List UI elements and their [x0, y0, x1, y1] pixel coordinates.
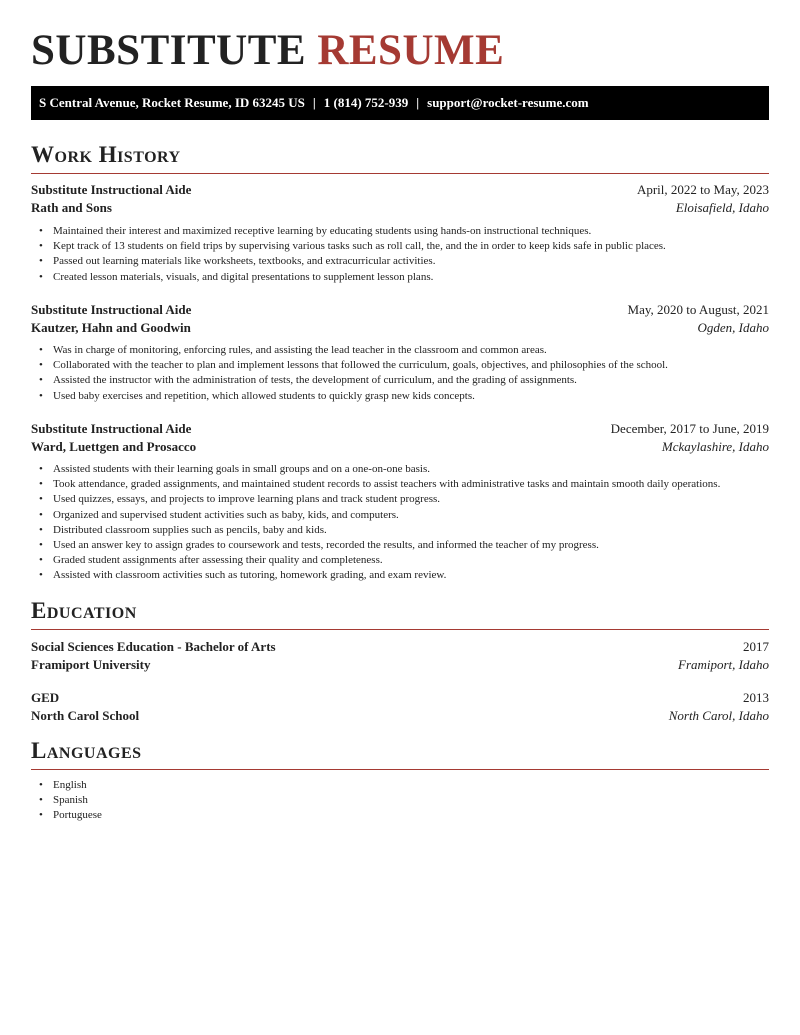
- list-item: • Assisted students with their learning goals in small groups and on a one-on-one basis.: [53, 462, 769, 477]
- work-history-title: Work History: [31, 142, 181, 167]
- list-item: • Created lesson materials, visuals, and digital presentations to supplement lesson plans.: [53, 270, 769, 285]
- list-item: • Maintained their interest and maximized receptive learning by educating students using hands-on instructional techniques.: [53, 224, 769, 239]
- job-location: Ogden, Idaho: [697, 320, 769, 335]
- list-item: • Distributed classroom supplies such as pencils, baby and kids.: [53, 523, 769, 538]
- job-role: Substitute Instructional Aide: [31, 182, 192, 197]
- work-history-header: [31, 143, 769, 174]
- list-item: • Passed out learning materials like worksheets, textbooks, and extracurricular activities.: [53, 254, 769, 269]
- job-2-role-row: [31, 301, 769, 319]
- language-item: • Portuguese: [53, 808, 769, 823]
- job-company: Kautzer, Hahn and Goodwin: [31, 320, 191, 335]
- job-1-role-row: [31, 181, 769, 199]
- job-3-role-row: [31, 420, 769, 438]
- job-3-bullets: [53, 462, 769, 584]
- list-item: • Assisted the instructor with the administration of tests, the development of curriculum, and the grading of assignments.: [53, 373, 769, 388]
- job-dates: December, 2017 to June, 2019: [610, 421, 769, 436]
- list-item: • Was in charge of monitoring, enforcing rules, and assisting the lead teacher in the classroom and common areas.: [53, 343, 769, 358]
- job-location: Mckaylashire, Idaho: [661, 439, 769, 454]
- job-1-bullets: [53, 224, 769, 285]
- job-2-bullets: [53, 343, 769, 404]
- education-year: 2017: [743, 639, 769, 654]
- job-role: Substitute Instructional Aide: [31, 302, 192, 317]
- education-1-degree-row: [31, 638, 769, 656]
- list-item: • Organized and supervised student activities such as baby, kids, and computers.: [53, 508, 769, 523]
- language-item: • Spanish: [53, 793, 769, 808]
- languages-title: Languages: [31, 738, 142, 763]
- contact-separator: |: [416, 95, 420, 110]
- resume-name: [31, 26, 504, 75]
- job-dates: April, 2022 to May, 2023: [636, 182, 769, 197]
- contact-bar: [31, 86, 769, 120]
- education-2-degree-row: [31, 689, 769, 707]
- education-1-school-row: [31, 656, 769, 674]
- job-location: Eloisafield, Idaho: [675, 200, 769, 215]
- list-item: • Used quizzes, essays, and projects to improve learning plans and track student progress.: [53, 492, 769, 507]
- education-2-school-row: [31, 707, 769, 725]
- education-location: Framiport, Idaho: [678, 657, 769, 672]
- education-degree: Social Sciences Education - Bachelor of Arts: [31, 639, 276, 654]
- education-header: [31, 599, 769, 630]
- name-first: SUBSTITUTE: [31, 27, 307, 74]
- list-item: • Used baby exercises and repetition, which allowed students to quickly grasp new kids concepts.: [53, 389, 769, 404]
- contact-email[interactable]: support@rocket-resume.com: [427, 95, 589, 110]
- language-item: • English: [53, 778, 769, 793]
- list-item: • Assisted with classroom activities such as tutoring, homework grading, and exam review.: [53, 568, 769, 583]
- job-3-company-row: [31, 438, 769, 456]
- job-dates: May, 2020 to August, 2021: [627, 302, 769, 317]
- job-2-company-row: [31, 319, 769, 337]
- contact-address: S Central Avenue, Rocket Resume, ID 63245 US: [39, 95, 305, 110]
- education-degree: GED: [31, 690, 60, 705]
- list-item: • Kept track of 13 students on field trips by supervising various tasks such as roll call, the, and the in order to keep kids safe in public places.: [53, 239, 769, 254]
- job-company: Ward, Luettgen and Prosacco: [31, 439, 197, 454]
- languages-header: [31, 739, 769, 770]
- languages-list: [53, 778, 769, 824]
- list-item: • Used an answer key to assign grades to coursework and tests, recorded the results, and informed the teacher of my progress.: [53, 538, 769, 553]
- education-school: Framiport University: [31, 657, 151, 672]
- list-item: • Collaborated with the teacher to plan and implement lessons that followed the curriculum, goals, objectives, and philosophies of the school.: [53, 358, 769, 373]
- contact-phone[interactable]: 1 (814) 752-939: [323, 95, 409, 110]
- education-title: Education: [31, 598, 137, 623]
- list-item: • Graded student assignments after assessing their quality and completeness.: [53, 553, 769, 568]
- contact-separator: |: [312, 95, 316, 110]
- list-item: • Took attendance, graded assignments, and maintained student records to assist teachers with administrative tasks and maintain smooth daily operations.: [53, 477, 769, 492]
- job-company: Rath and Sons: [31, 200, 112, 215]
- job-role: Substitute Instructional Aide: [31, 421, 192, 436]
- education-location: North Carol, Idaho: [668, 708, 769, 723]
- name-second: RESUME: [317, 27, 505, 74]
- education-year: 2013: [743, 690, 769, 705]
- education-school: North Carol School: [31, 708, 140, 723]
- job-1-company-row: [31, 199, 769, 217]
